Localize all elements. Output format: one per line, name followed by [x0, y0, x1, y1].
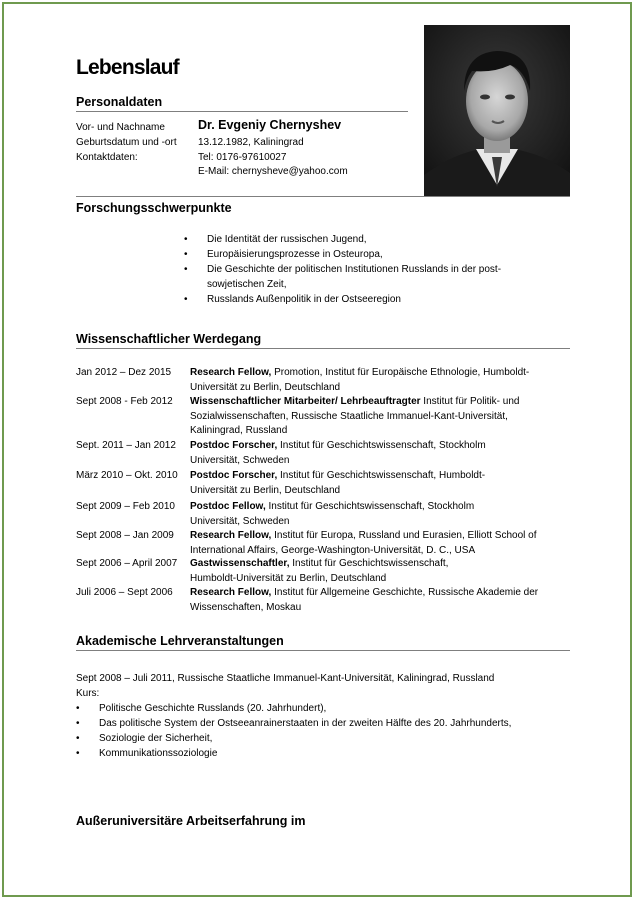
- career-description: [190, 395, 530, 439]
- section-rule: [76, 196, 570, 197]
- label-birth: Geburtsdatum und -ort: [76, 137, 177, 148]
- list-item: • Europäisierungsprozesse in Osteuropa,: [184, 247, 524, 262]
- birth-value: 13.12.1982, Kaliningrad: [198, 137, 304, 148]
- label-name: Vor- und Nachname: [76, 122, 165, 133]
- career-role: Research Fellow,: [190, 587, 272, 598]
- list-item: • Die Identität der russischen Jugend,: [184, 232, 524, 247]
- career-details: Institut für Geschichtswissenschaft, Stockholm Universität, Schweden: [190, 501, 475, 527]
- career-details: Institut für Allgemeine Geschichte, Russische Akademie der Wissenschaften, Moskau: [190, 587, 539, 613]
- section-rule: [76, 348, 570, 349]
- career-description: [190, 469, 490, 498]
- career-role: Wissenschaftlicher Mitarbeiter/ Lehrbeauftragter: [190, 396, 421, 407]
- career-date: Juli 2006 – Sept 2006: [76, 587, 173, 598]
- career-details: Institut für Geschichtswissenschaft, Stockholm Universität, Schweden: [190, 440, 486, 466]
- career-date: Sept. 2011 – Jan 2012: [76, 440, 176, 451]
- career-description: [190, 586, 570, 615]
- career-date: März 2010 – Okt. 2010: [76, 470, 178, 481]
- teaching-institution: Sept 2008 – Juli 2011, Russische Staatliche Immanuel-Kant-Universität, Kaliningrad, Russland: [76, 673, 495, 684]
- list-item: • Die Geschichte der politischen Institutionen Russlands in der post-sowjetischen Zeit,: [184, 262, 524, 292]
- career-description: [190, 366, 570, 395]
- career-role: Postdoc Forscher,: [190, 470, 278, 481]
- teaching-course-label: Kurs:: [76, 688, 100, 699]
- career-date: Sept 2006 – April 2007: [76, 558, 178, 569]
- career-details: Institut für Geschichtswissenschaft, Humboldt-Universität zu Berlin, Deutschland: [190, 558, 449, 584]
- phone-value: Tel: 0176-97610027: [198, 152, 287, 163]
- career-date: Jan 2012 – Dez 2015: [76, 367, 172, 378]
- career-role: Postdoc Fellow,: [190, 501, 266, 512]
- career-details: Promotion, Institut für Europäische Ethnologie, Humboldt-Universität zu Berlin, Deutschland: [190, 367, 530, 393]
- career-details: Institut für Politik- und Sozialwissenschaften, Russische Staatliche Immanuel-Kant-Universität, Kaliningrad, Russland: [190, 396, 520, 436]
- career-description: [190, 529, 570, 558]
- section-heading-personal: Personaldaten: [76, 95, 163, 109]
- list-item: • Das politische System der Ostseeanrainerstaaten in der zweiten Hälfte des 20. Jahrhunderts,: [76, 716, 576, 731]
- list-item: • Soziologie der Sicherheit,: [76, 731, 576, 746]
- career-date: Sept 2008 - Feb 2012: [76, 396, 173, 407]
- career-date: Sept 2008 – Jan 2009: [76, 530, 174, 541]
- list-item: • Politische Geschichte Russlands (20. Jahrhundert),: [76, 701, 576, 716]
- list-item: • Kommunikationssoziologie: [76, 746, 576, 761]
- page-title: Lebenslauf: [76, 56, 179, 79]
- career-date: Sept 2009 – Feb 2010: [76, 501, 175, 512]
- portrait-photo: [424, 25, 570, 197]
- section-rule: [76, 111, 408, 112]
- email-value: E-Mail: chernysheve@yahoo.com: [198, 166, 348, 177]
- research-list: [184, 232, 524, 307]
- career-description: [190, 439, 490, 468]
- section-heading-research: Forschungsschwerpunkte: [76, 201, 232, 215]
- career-role: Research Fellow,: [190, 530, 272, 541]
- section-rule: [76, 650, 570, 651]
- career-role: Gastwissenschaftler,: [190, 558, 290, 569]
- career-description: [190, 500, 480, 529]
- label-contact: Kontaktdaten:: [76, 152, 138, 163]
- career-description: [190, 557, 490, 586]
- career-details: Institut für Geschichtswissenschaft, Humboldt-Universität zu Berlin, Deutschland: [190, 470, 486, 496]
- section-heading-teaching: Akademische Lehrveranstaltungen: [76, 634, 284, 648]
- teaching-list: [76, 701, 576, 761]
- career-details: Institut für Europa, Russland und Eurasien, Elliott School of International Affairs, George-Washington-Universität, D. C., USA: [190, 530, 537, 556]
- list-item: • Russlands Außenpolitik in der Ostseeregion: [184, 292, 524, 307]
- person-name: Dr. Evgeniy Chernyshev: [198, 118, 342, 132]
- career-role: Postdoc Forscher,: [190, 440, 278, 451]
- section-heading-other: Außeruniversitäre Arbeitserfahrung im: [76, 814, 306, 828]
- career-role: Research Fellow,: [190, 367, 272, 378]
- section-heading-career: Wissenschaftlicher Werdegang: [76, 332, 262, 346]
